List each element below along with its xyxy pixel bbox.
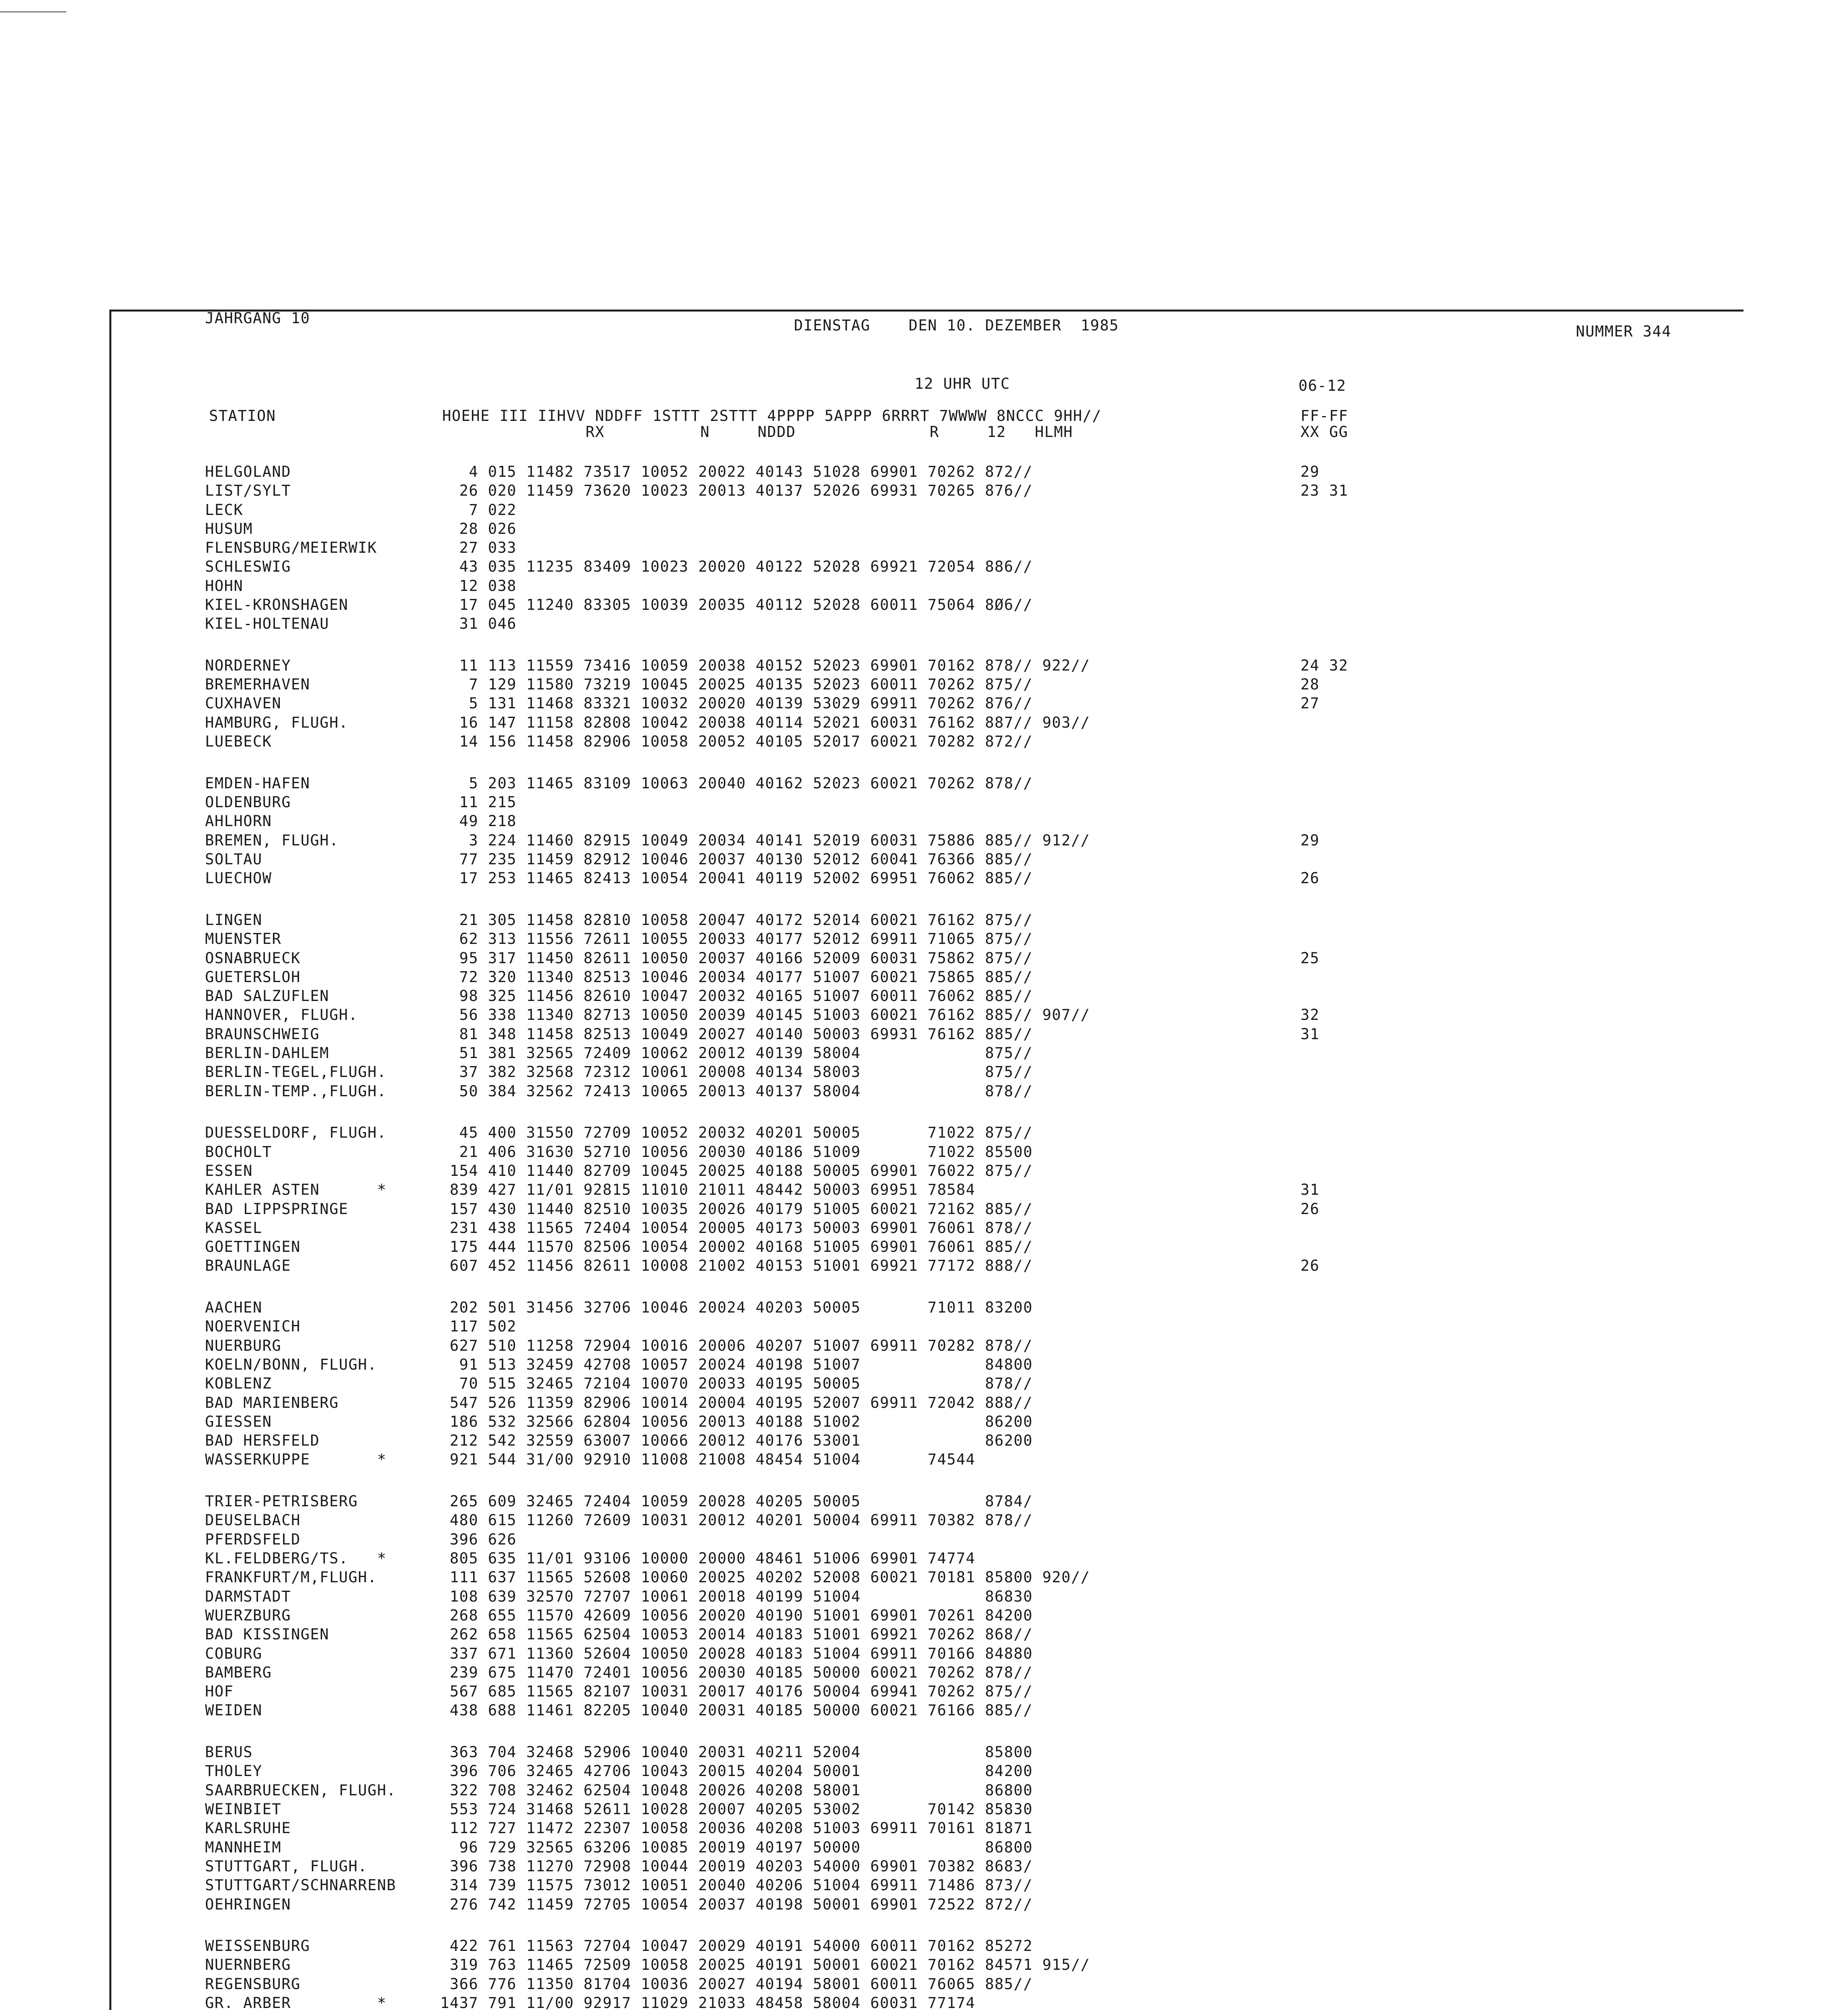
station-observation: 5 131 11468 83321 10032 20020 40139 53029 69911 70262 876// bbox=[440, 695, 1033, 712]
station-name: WASSERKUPPE * bbox=[205, 1451, 387, 1468]
station-observation: 422 761 11563 72704 10047 20029 40191 54000 60011 70162 85272 bbox=[440, 1937, 1033, 1955]
station-observation: 396 738 11270 72908 10044 20019 40203 54000 69901 70382 8683/ bbox=[440, 1858, 1033, 1875]
station-observation: 31 046 bbox=[440, 615, 517, 632]
station-gusts: 29 bbox=[1300, 832, 1320, 849]
station-observation: 396 706 32465 42706 10043 20015 40204 50001 84200 bbox=[440, 1762, 1033, 1780]
column-header-gusts bbox=[1300, 408, 1348, 440]
station-observation: 202 501 31456 32706 10046 20024 40203 50005 71011 83200 bbox=[440, 1299, 1033, 1316]
station-name: MUENSTER bbox=[205, 930, 282, 948]
station-gusts: 26 bbox=[1300, 1200, 1320, 1218]
station-observation: 3 224 11460 82915 10049 20034 40141 52019 60031 75886 885// 912// bbox=[440, 832, 1090, 849]
station-gusts: 32 bbox=[1300, 1006, 1320, 1023]
station-observation: 319 763 11465 72509 10058 20025 40191 50001 60021 70162 84571 915// bbox=[440, 1956, 1090, 1973]
station-observation: 17 253 11465 82413 10054 20041 40119 52002 69951 76062 885// bbox=[440, 870, 1033, 887]
station-observation: 212 542 32559 63007 10066 20012 40176 53001 86200 bbox=[440, 1432, 1033, 1449]
station-name: BREMEN, FLUGH. bbox=[205, 832, 339, 849]
station-observation: 11 215 bbox=[440, 794, 517, 811]
station-name: BERUS bbox=[205, 1743, 253, 1761]
station-name: PFERDSFELD bbox=[205, 1531, 301, 1548]
station-name: LECK bbox=[205, 501, 244, 519]
issue-number: NUMMER 344 bbox=[1576, 323, 1672, 340]
station-observation: 805 635 11/01 93106 10000 20000 48461 51006 69901 74774 bbox=[440, 1550, 976, 1567]
station-name: BERLIN-TEMP.,FLUGH. bbox=[205, 1083, 387, 1100]
station-name: GOETTINGEN bbox=[205, 1238, 301, 1255]
station-name: WEINBIET bbox=[205, 1801, 282, 1818]
station-observation: 1437 791 11/00 92917 11029 21033 48458 58004 60031 77174 bbox=[440, 1994, 976, 2010]
station-name: REGENSBURG bbox=[205, 1975, 301, 1993]
station-gusts: 29 bbox=[1300, 463, 1320, 480]
station-observation: 77 235 11459 82912 10046 20037 40130 52012 60041 76366 885// bbox=[440, 851, 1033, 868]
station-name: KASSEL bbox=[205, 1219, 263, 1237]
station-observation: 43 035 11235 83409 10023 20020 40122 52028 69921 72054 886// bbox=[440, 558, 1033, 575]
station-name: BAD SALZUFLEN bbox=[205, 987, 330, 1005]
station-name: KOELN/BONN, FLUGH. bbox=[205, 1356, 377, 1373]
report-date: DIENSTAG DEN 10. DEZEMBER 1985 bbox=[794, 317, 1119, 334]
station-name: BERLIN-DAHLEM bbox=[205, 1044, 330, 1062]
station-observation: 363 704 32468 52906 10040 20031 40211 52004 85800 bbox=[440, 1743, 1033, 1761]
station-name: EMDEN-HAFEN bbox=[205, 775, 310, 792]
station-gusts: 23 31 bbox=[1300, 482, 1348, 499]
station-observation: 366 776 11350 81704 10036 20027 40194 58001 60011 76065 885// bbox=[440, 1975, 1033, 1993]
station-observation: 62 313 11556 72611 10055 20033 40177 52012 69911 71065 875// bbox=[440, 930, 1033, 948]
station-observation: 51 381 32565 72409 10062 20012 40139 58004 875// bbox=[440, 1044, 1033, 1062]
station-observation: 337 671 11360 52604 10050 20028 40183 51004 69911 70166 84880 bbox=[440, 1645, 1033, 1662]
station-observation: 50 384 32562 72413 10065 20013 40137 58004 878// bbox=[440, 1083, 1033, 1100]
station-observation: 14 156 11458 82906 10058 20052 40105 52017 60021 70282 872// bbox=[440, 733, 1033, 750]
station-name: NORDERNEY bbox=[205, 657, 291, 674]
station-observation: 5 203 11465 83109 10063 20040 40162 52023 60021 70262 878// bbox=[440, 775, 1033, 792]
station-observation: 157 430 11440 82510 10035 20026 40179 51005 60021 72162 885// bbox=[440, 1200, 1033, 1218]
station-observation: 26 020 11459 73620 10023 20013 40137 52026 69931 70265 876// bbox=[440, 482, 1033, 499]
station-name: WEIDEN bbox=[205, 1702, 263, 1719]
station-observation: 45 400 31550 72709 10052 20032 40201 50005 71022 875// bbox=[440, 1124, 1033, 1141]
station-name: BRAUNLAGE bbox=[205, 1257, 291, 1274]
station-name: STUTTGART/SCHNARRENB bbox=[205, 1877, 396, 1894]
station-name: OSNABRUECK bbox=[205, 950, 301, 967]
station-observation: 4 015 11482 73517 10052 20022 40143 51028 69901 70262 872// bbox=[440, 463, 1033, 480]
station-name: FRANKFURT/M,FLUGH. bbox=[205, 1569, 377, 1586]
station-name: DEUSELBACH bbox=[205, 1512, 301, 1529]
station-name: COBURG bbox=[205, 1645, 263, 1662]
station-observation: 111 637 11565 52608 10060 20025 40202 52008 60021 70181 85800 920// bbox=[440, 1569, 1090, 1586]
station-observation: 56 338 11340 82713 10050 20039 40145 51003 60021 76162 885// 907// bbox=[440, 1006, 1090, 1023]
station-name: BREMERHAVEN bbox=[205, 676, 310, 693]
station-observation: 49 218 bbox=[440, 812, 517, 830]
station-observation: 108 639 32570 72707 10061 20018 40199 51004 86830 bbox=[440, 1588, 1033, 1605]
station-name: KAHLER ASTEN * bbox=[205, 1181, 387, 1198]
station-name: GR. ARBER * bbox=[205, 1994, 387, 2010]
station-gusts: 25 bbox=[1300, 950, 1320, 967]
station-name: GIESSEN bbox=[205, 1413, 272, 1430]
station-name: ESSEN bbox=[205, 1162, 253, 1179]
station-observation: 839 427 11/01 92815 11010 21011 48442 50003 69951 78584 bbox=[440, 1181, 976, 1198]
station-observation: 81 348 11458 82513 10049 20027 40140 50003 69931 76162 885// bbox=[440, 1026, 1033, 1043]
station-name: NUERBURG bbox=[205, 1337, 282, 1354]
station-observation: 11 113 11559 73416 10059 20038 40152 52023 69901 70162 878// 922// bbox=[440, 657, 1090, 674]
station-observation: 480 615 11260 72609 10031 20012 40201 50004 69911 70382 878// bbox=[440, 1512, 1033, 1529]
station-gusts: 31 bbox=[1300, 1026, 1320, 1043]
station-observation: 186 532 32566 62804 10056 20013 40188 51002 86200 bbox=[440, 1413, 1033, 1430]
station-observation: 607 452 11456 82611 10008 21002 40153 51001 69921 77172 888// bbox=[440, 1257, 1033, 1274]
station-observation: 7 129 11580 73219 10045 20025 40135 52023 60011 70262 875// bbox=[440, 676, 1033, 693]
station-name: TRIER-PETRISBERG bbox=[205, 1493, 358, 1510]
station-name: HANNOVER, FLUGH. bbox=[205, 1006, 358, 1023]
station-name: BAD LIPPSPRINGE bbox=[205, 1200, 349, 1218]
station-gusts: 26 bbox=[1300, 1257, 1320, 1274]
station-name: WUERZBURG bbox=[205, 1607, 291, 1624]
station-observation: 98 325 11456 82610 10047 20032 40165 51007 60011 76062 885// bbox=[440, 987, 1033, 1005]
station-observation: 117 502 bbox=[440, 1318, 517, 1335]
station-name: SAARBRUECKEN, FLUGH. bbox=[205, 1782, 396, 1799]
station-observation: 921 544 31/00 92910 11008 21008 48454 51004 74544 bbox=[440, 1451, 976, 1468]
station-name: SCHLESWIG bbox=[205, 558, 291, 575]
station-name: KL.FELDBERG/TS. * bbox=[205, 1550, 387, 1567]
station-name: HAMBURG, FLUGH. bbox=[205, 714, 349, 731]
station-gusts: 28 bbox=[1300, 676, 1320, 693]
observation-time: 12 UHR UTC bbox=[915, 375, 1010, 392]
station-observation: 37 382 32568 72312 10061 20008 40134 58003 875// bbox=[440, 1063, 1033, 1081]
station-name: LUECHOW bbox=[205, 870, 272, 887]
station-gusts: 27 bbox=[1300, 695, 1320, 712]
station-observation: 396 626 bbox=[440, 1531, 517, 1548]
station-gusts: 26 bbox=[1300, 870, 1320, 887]
column-header-gusts-line2: XX GG bbox=[1300, 423, 1348, 441]
station-observation: 268 655 11570 42609 10056 20020 40190 51001 69901 70261 84200 bbox=[440, 1607, 1033, 1624]
column-header-codes-line2: RX N NDDD R 12 HLMH bbox=[442, 423, 1073, 441]
column-header-codes bbox=[442, 408, 1102, 440]
station-observation: 17 045 11240 83305 10039 20035 40112 52028 60011 75064 8Ø6// bbox=[440, 596, 1033, 613]
station-name: THOLEY bbox=[205, 1762, 263, 1780]
station-name: BERLIN-TEGEL,FLUGH. bbox=[205, 1063, 387, 1081]
station-name: FLENSBURG/MEIERWIK bbox=[205, 539, 377, 556]
station-name: STUTTGART, FLUGH. bbox=[205, 1858, 368, 1875]
station-observation: 91 513 32459 42708 10057 20024 40198 51007 84800 bbox=[440, 1356, 1033, 1373]
station-gusts: 24 32 bbox=[1300, 657, 1348, 674]
jahrgang-label: JAHRGANG 10 bbox=[205, 310, 310, 327]
station-name: LUEBECK bbox=[205, 733, 272, 750]
station-observation: 322 708 32462 62504 10048 20026 40208 58001 86800 bbox=[440, 1782, 1033, 1799]
station-observation: 276 742 11459 72705 10054 20037 40198 50001 69901 72522 872// bbox=[440, 1896, 1033, 1913]
station-name: LINGEN bbox=[205, 911, 263, 929]
station-name: KARLSRUHE bbox=[205, 1819, 291, 1837]
station-name: OLDENBURG bbox=[205, 794, 291, 811]
station-name: NUERNBERG bbox=[205, 1956, 291, 1973]
station-name: HOHN bbox=[205, 577, 244, 595]
station-observation: 239 675 11470 72401 10056 20030 40185 50000 60021 70262 878// bbox=[440, 1664, 1033, 1681]
station-name: WEISSENBURG bbox=[205, 1937, 310, 1955]
station-observation: 314 739 11575 73012 10051 20040 40206 51004 69911 71486 873// bbox=[440, 1877, 1033, 1894]
station-name: NOERVENICH bbox=[205, 1318, 301, 1335]
station-observation: 265 609 32465 72404 10059 20028 40205 50005 8784/ bbox=[440, 1493, 1033, 1510]
station-name: BAMBERG bbox=[205, 1664, 272, 1681]
station-observation: 72 320 11340 82513 10046 20034 40177 51007 60021 75865 885// bbox=[440, 968, 1033, 986]
station-observation: 21 406 31630 52710 10056 20030 40186 51009 71022 85500 bbox=[440, 1143, 1033, 1161]
station-observation: 95 317 11450 82611 10050 20037 40166 52009 60031 75862 875// bbox=[440, 950, 1033, 967]
station-observation: 175 444 11570 82506 10054 20002 40168 51005 69901 76061 885// bbox=[440, 1238, 1033, 1255]
station-observation: 553 724 31468 52611 10028 20007 40205 53002 70142 85830 bbox=[440, 1801, 1033, 1818]
station-observation: 12 038 bbox=[440, 577, 517, 595]
station-name: OEHRINGEN bbox=[205, 1896, 291, 1913]
station-name: BAD HERSFELD bbox=[205, 1432, 320, 1449]
station-observation: 627 510 11258 72904 10016 20006 40207 51007 69911 70282 878// bbox=[440, 1337, 1033, 1354]
station-observation: 21 305 11458 82810 10058 20047 40172 52014 60021 76162 875// bbox=[440, 911, 1033, 929]
station-observation: 112 727 11472 22307 10058 20036 40208 51003 69911 70161 81871 bbox=[440, 1819, 1033, 1837]
station-name: BOCHOLT bbox=[205, 1143, 272, 1161]
top-margin-rule bbox=[0, 11, 66, 12]
station-name: KIEL-KRONSHAGEN bbox=[205, 596, 349, 613]
station-observation: 154 410 11440 82709 10045 20025 40188 50005 69901 76022 875// bbox=[440, 1162, 1033, 1179]
station-name: AHLHORN bbox=[205, 812, 272, 830]
station-name: HUSUM bbox=[205, 520, 253, 537]
station-observation: 262 658 11565 62504 10053 20014 40183 51001 69921 70262 868// bbox=[440, 1626, 1033, 1643]
station-name: BAD MARIENBERG bbox=[205, 1394, 339, 1411]
station-name: BRAUNSCHWEIG bbox=[205, 1026, 320, 1043]
station-observation: 7 022 bbox=[440, 501, 517, 519]
station-name: HOF bbox=[205, 1683, 234, 1700]
station-observation: 231 438 11565 72404 10054 20005 40173 50003 69901 76061 878// bbox=[440, 1219, 1033, 1237]
station-name: GUETERSLOH bbox=[205, 968, 301, 986]
station-observation: 567 685 11565 82107 10031 20017 40176 50004 69941 70262 875// bbox=[440, 1683, 1033, 1700]
station-name: HELGOLAND bbox=[205, 463, 291, 480]
station-observation: 547 526 11359 82906 10014 20004 40195 52007 69911 72042 888// bbox=[440, 1394, 1033, 1411]
station-name: AACHEN bbox=[205, 1299, 263, 1316]
station-name: BAD KISSINGEN bbox=[205, 1626, 330, 1643]
station-observation: 27 033 bbox=[440, 539, 517, 556]
station-name: KOBLENZ bbox=[205, 1375, 272, 1392]
station-observation: 70 515 32465 72104 10070 20033 40195 50005 878// bbox=[440, 1375, 1033, 1392]
column-header-gusts-line1: FF-FF bbox=[1300, 407, 1348, 425]
wind-period-label: 06-12 bbox=[1298, 377, 1346, 394]
station-name: MANNHEIM bbox=[205, 1839, 282, 1856]
station-name: DARMSTADT bbox=[205, 1588, 291, 1605]
column-header-codes-line1: HOEHE III IIHVV NDDFF 1STTT 2STTT 4PPPP 5APPP 6RRRT 7WWWW 8NCCC 9HH// bbox=[442, 407, 1102, 425]
station-name: LIST/SYLT bbox=[205, 482, 291, 499]
station-gusts: 31 bbox=[1300, 1181, 1320, 1198]
station-name: KIEL-HOLTENAU bbox=[205, 615, 330, 632]
station-name: SOLTAU bbox=[205, 851, 263, 868]
station-name: CUXHAVEN bbox=[205, 695, 282, 712]
station-observation: 438 688 11461 82205 10040 20031 40185 50000 60021 76166 885// bbox=[440, 1702, 1033, 1719]
station-observation: 96 729 32565 63206 10085 20019 40197 50000 86800 bbox=[440, 1839, 1033, 1856]
column-header-station: STATION bbox=[209, 407, 276, 425]
station-name: DUESSELDORF, FLUGH. bbox=[205, 1124, 387, 1141]
station-observation: 28 026 bbox=[440, 520, 517, 537]
station-observation: 16 147 11158 82808 10042 20038 40114 52021 60031 76162 887// 903// bbox=[440, 714, 1090, 731]
